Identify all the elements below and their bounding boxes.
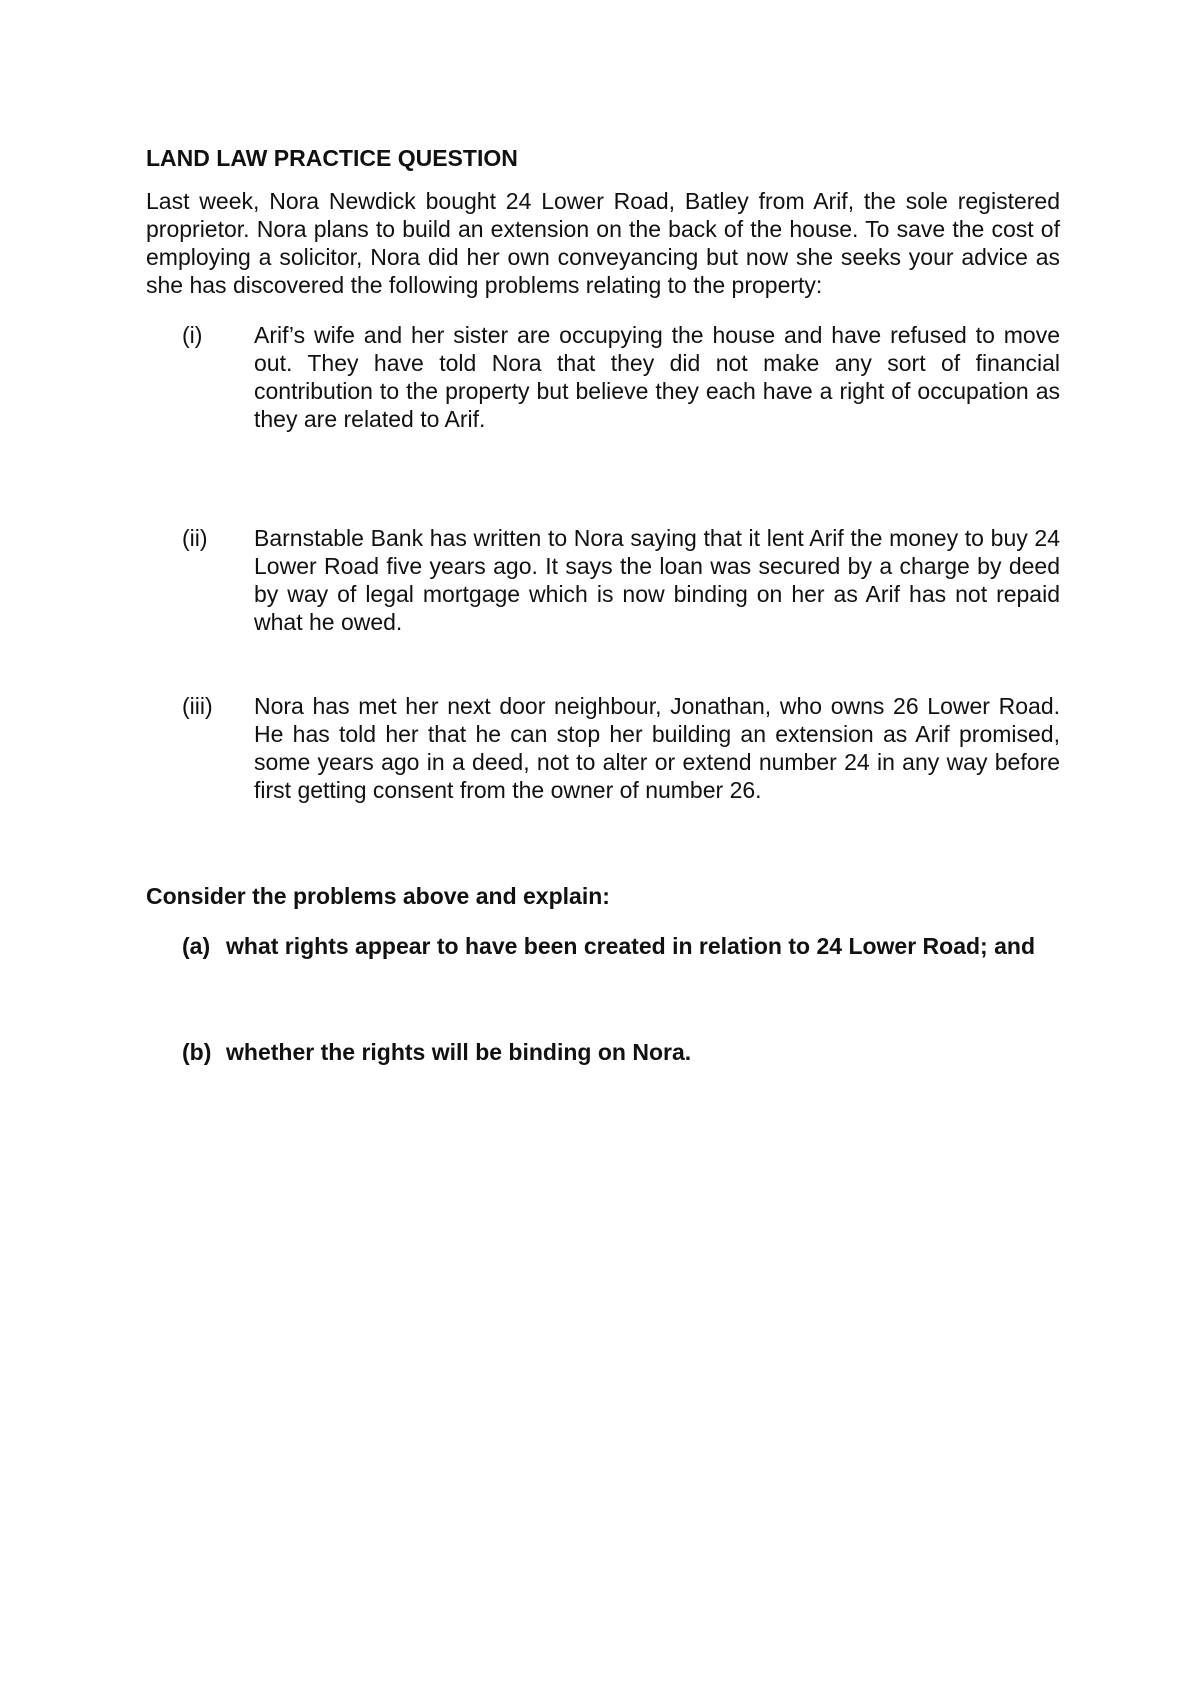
problem-label: (iii) [182, 693, 213, 719]
problem-item [146, 321, 1060, 433]
problem-item [146, 524, 1060, 636]
problem-label: (ii) [182, 525, 208, 551]
problem-text: Arif’s wife and her sister are occupying the house and have refused to move out. They have told Nora that they did not make any sort of financial contribution to the property but believe they each have a right of occupation as they are related to Arif. [254, 322, 1060, 432]
problem-text: Barnstable Bank has written to Nora saying that it lent Arif the money to buy 24 Lower Road five years ago. It says the loan was secured by a charge by deed by way of legal mortgage which is now binding on her as Arif has not repaid what he owed. [254, 525, 1060, 635]
task-label: (b) [182, 1039, 212, 1065]
problem-label: (i) [182, 322, 203, 348]
intro-paragraph: Last week, Nora Newdick bought 24 Lower Road, Batley from Arif, the sole registered proprietor. Nora plans to build an extension on the back of the house. To save the cost of employing a solicitor, Nora did her own conveyancing but now she seeks your advice as she has discovered the following problems relating to the property: [146, 188, 1060, 298]
task-item [146, 1038, 1060, 1066]
task-item [146, 932, 1060, 960]
problem-item [146, 692, 1060, 804]
task-text: what rights appear to have been created in relation to 24 Lower Road; and [226, 933, 1035, 959]
task-text: whether the rights will be binding on Nora. [226, 1039, 692, 1065]
consider-heading: Consider the problems above and explain: [146, 883, 610, 909]
problem-text: Nora has met her next door neighbour, Jonathan, who owns 26 Lower Road. He has told her that he can stop her building an extension as Arif promised, some years ago in a deed, not to alter or extend number 24 in any way before first getting consent from the owner of number 26. [254, 693, 1060, 803]
task-label: (a) [182, 933, 211, 959]
document-title: LAND LAW PRACTICE QUESTION [146, 145, 518, 171]
document-page [146, 143, 1060, 1066]
